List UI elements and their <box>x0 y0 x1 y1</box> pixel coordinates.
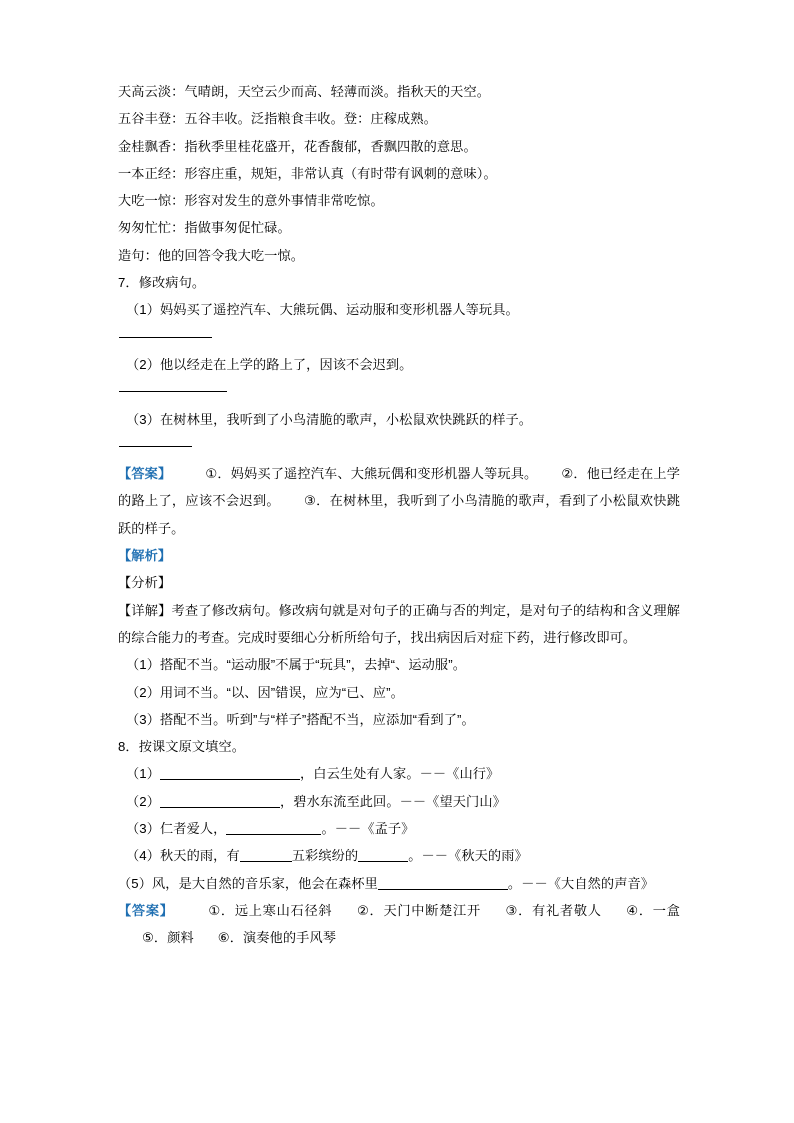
answer-text: 有礼者敬人 <box>532 902 602 918</box>
answer-text: 一盒 <box>652 902 681 918</box>
document-body <box>118 78 680 952</box>
item-number: （2） <box>126 793 161 809</box>
item-text: ，白云生处有人家。－－《山行》 <box>300 766 500 782</box>
answer-number: ⑤． <box>142 930 168 946</box>
answer-text: 颜料 <box>167 930 194 946</box>
answer-text: 演奏他的手风琴 <box>243 930 337 946</box>
fill-in-blank[interactable] <box>240 847 292 862</box>
question-8-item-3 <box>118 815 680 842</box>
fill-in-blank[interactable] <box>378 875 508 890</box>
question-7-xiangjie <box>118 597 680 652</box>
vocab-line: 金桂飘香：指秋季里桂花盛开，花香馥郁，香飘四散的意思。 <box>118 138 477 154</box>
item-number: （5） <box>118 875 153 891</box>
question-7-explanation-3: （3）搭配不当。听到”与“样子”搭配不当，应添加“看到了”。 <box>126 711 475 727</box>
answer-rule-2 <box>118 378 680 405</box>
answer-label: 【答案】 <box>118 902 174 918</box>
answer-rule-1 <box>118 324 680 351</box>
answer-text: 远上寒山石径斜 <box>234 902 333 918</box>
rule-line <box>119 337 212 338</box>
item-number: （3） <box>126 821 161 837</box>
question-8-item-2 <box>118 788 680 815</box>
question-7-heading: 7．修改病句。 <box>118 275 206 291</box>
answer-number: ③． <box>303 493 330 509</box>
rule-line <box>119 391 227 392</box>
jiexi-label: 【解析】 <box>118 548 172 564</box>
question-8-item-5 <box>118 870 680 897</box>
item-post: 。－－《秋天的雨》 <box>408 848 528 864</box>
vocab-line: 五谷丰登：五谷丰收。泛指粮食丰收。登：庄稼成熟。 <box>118 111 437 127</box>
answer-number: ②． <box>561 466 587 482</box>
rule-line <box>119 446 192 447</box>
answer-number: ②． <box>356 902 384 918</box>
vocab-line: 匆匆忙忙：指做事匆促忙碌。 <box>118 220 291 236</box>
fill-in-blank[interactable] <box>358 847 408 862</box>
item-number: （1） <box>126 766 161 782</box>
vocab-line: 造句：他的回答令我大吃一惊。 <box>118 247 305 263</box>
item-text: 。－－《大自然的声音》 <box>507 875 655 891</box>
answer-text: 他已经走在上学的路上了，应该不会迟到。 <box>118 466 681 509</box>
fill-in-blank[interactable] <box>226 820 321 835</box>
question-7-explanation-2: （2）用词不当。“以、因”错误，应为“已、应”。 <box>126 684 404 700</box>
question-7-item-1: （1）妈妈买了遥控汽车、大熊玩偶、运动服和变形机器人等玩具。 <box>126 302 519 318</box>
answer-number: ③． <box>504 902 533 918</box>
fill-in-blank[interactable] <box>160 765 300 780</box>
answer-text: 妈妈买了遥控汽车、大熊玩偶和变形机器人等玩具。 <box>230 466 538 482</box>
item-pre: 仁者爱人， <box>160 821 227 837</box>
answer-label: 【答案】 <box>118 466 172 482</box>
vocab-line: 大吃一惊：形容对发生的意外事情非常吃惊。 <box>118 193 384 209</box>
xiangjie-label: 【详解】 <box>118 602 172 618</box>
answer-rule-3 <box>118 433 680 460</box>
vocab-line: 一本正经：形容庄重，规矩，非常认真（有时带有讽刺的意味）。 <box>118 165 497 181</box>
answer-number: ⑥． <box>217 930 244 946</box>
answer-text: 在树林里，我听到了小鸟清脆的歌声，看到了小松鼠欢快跳跃的样子。 <box>118 493 680 536</box>
answer-text: 天门中断楚江开 <box>383 902 481 918</box>
answer-number: ①． <box>205 466 231 482</box>
item-number: （4） <box>126 848 161 864</box>
answer-number: ①． <box>207 902 235 918</box>
item-pre: 风，是大自然的音乐家，他会在森杯里 <box>152 875 378 891</box>
vocab-line: 天高云淡：气晴朗，天空云少而高、轻薄而淡。指秋天的天空。 <box>118 84 491 99</box>
question-7-explanation-1: （1）搭配不当。“运动服”不属于“玩具”，去掉“、运动服”。 <box>126 657 466 673</box>
item-pre: 秋天的雨，有 <box>160 848 240 864</box>
item-text: 五彩缤纷的 <box>291 848 359 864</box>
question-7-fenxi-label: 【分析】 <box>118 575 172 591</box>
item-text: ，碧水东流至此回。－－《望天门山》 <box>280 793 506 809</box>
question-8-item-1 <box>118 760 680 787</box>
item-text: 。－－《孟子》 <box>321 821 415 837</box>
answer-number: ④． <box>625 902 653 918</box>
question-7-item-2: （2）他以经走在上学的路上了，因该不会迟到。 <box>126 356 413 372</box>
xiangjie-text: 考查了修改病句。修改病句就是对句子的正确与否的判定，是对句子的结构和含义理解的综合能力的考查。完成时要细心分析所给句子，找出病因后对症下药，进行修改即可。 <box>118 602 681 645</box>
question-8-answer-block <box>118 897 680 952</box>
question-8-item-4 <box>118 842 680 869</box>
question-7-item-3: （3）在树林里，我听到了小鸟清脆的歌声，小松鼠欢快跳跃的样子。 <box>126 411 533 427</box>
question-7-answer-block <box>118 460 680 542</box>
question-7-jiexi-label <box>118 542 680 569</box>
fill-in-blank[interactable] <box>160 793 280 808</box>
question-8-heading: 8．按课文原文填空。 <box>118 739 246 755</box>
